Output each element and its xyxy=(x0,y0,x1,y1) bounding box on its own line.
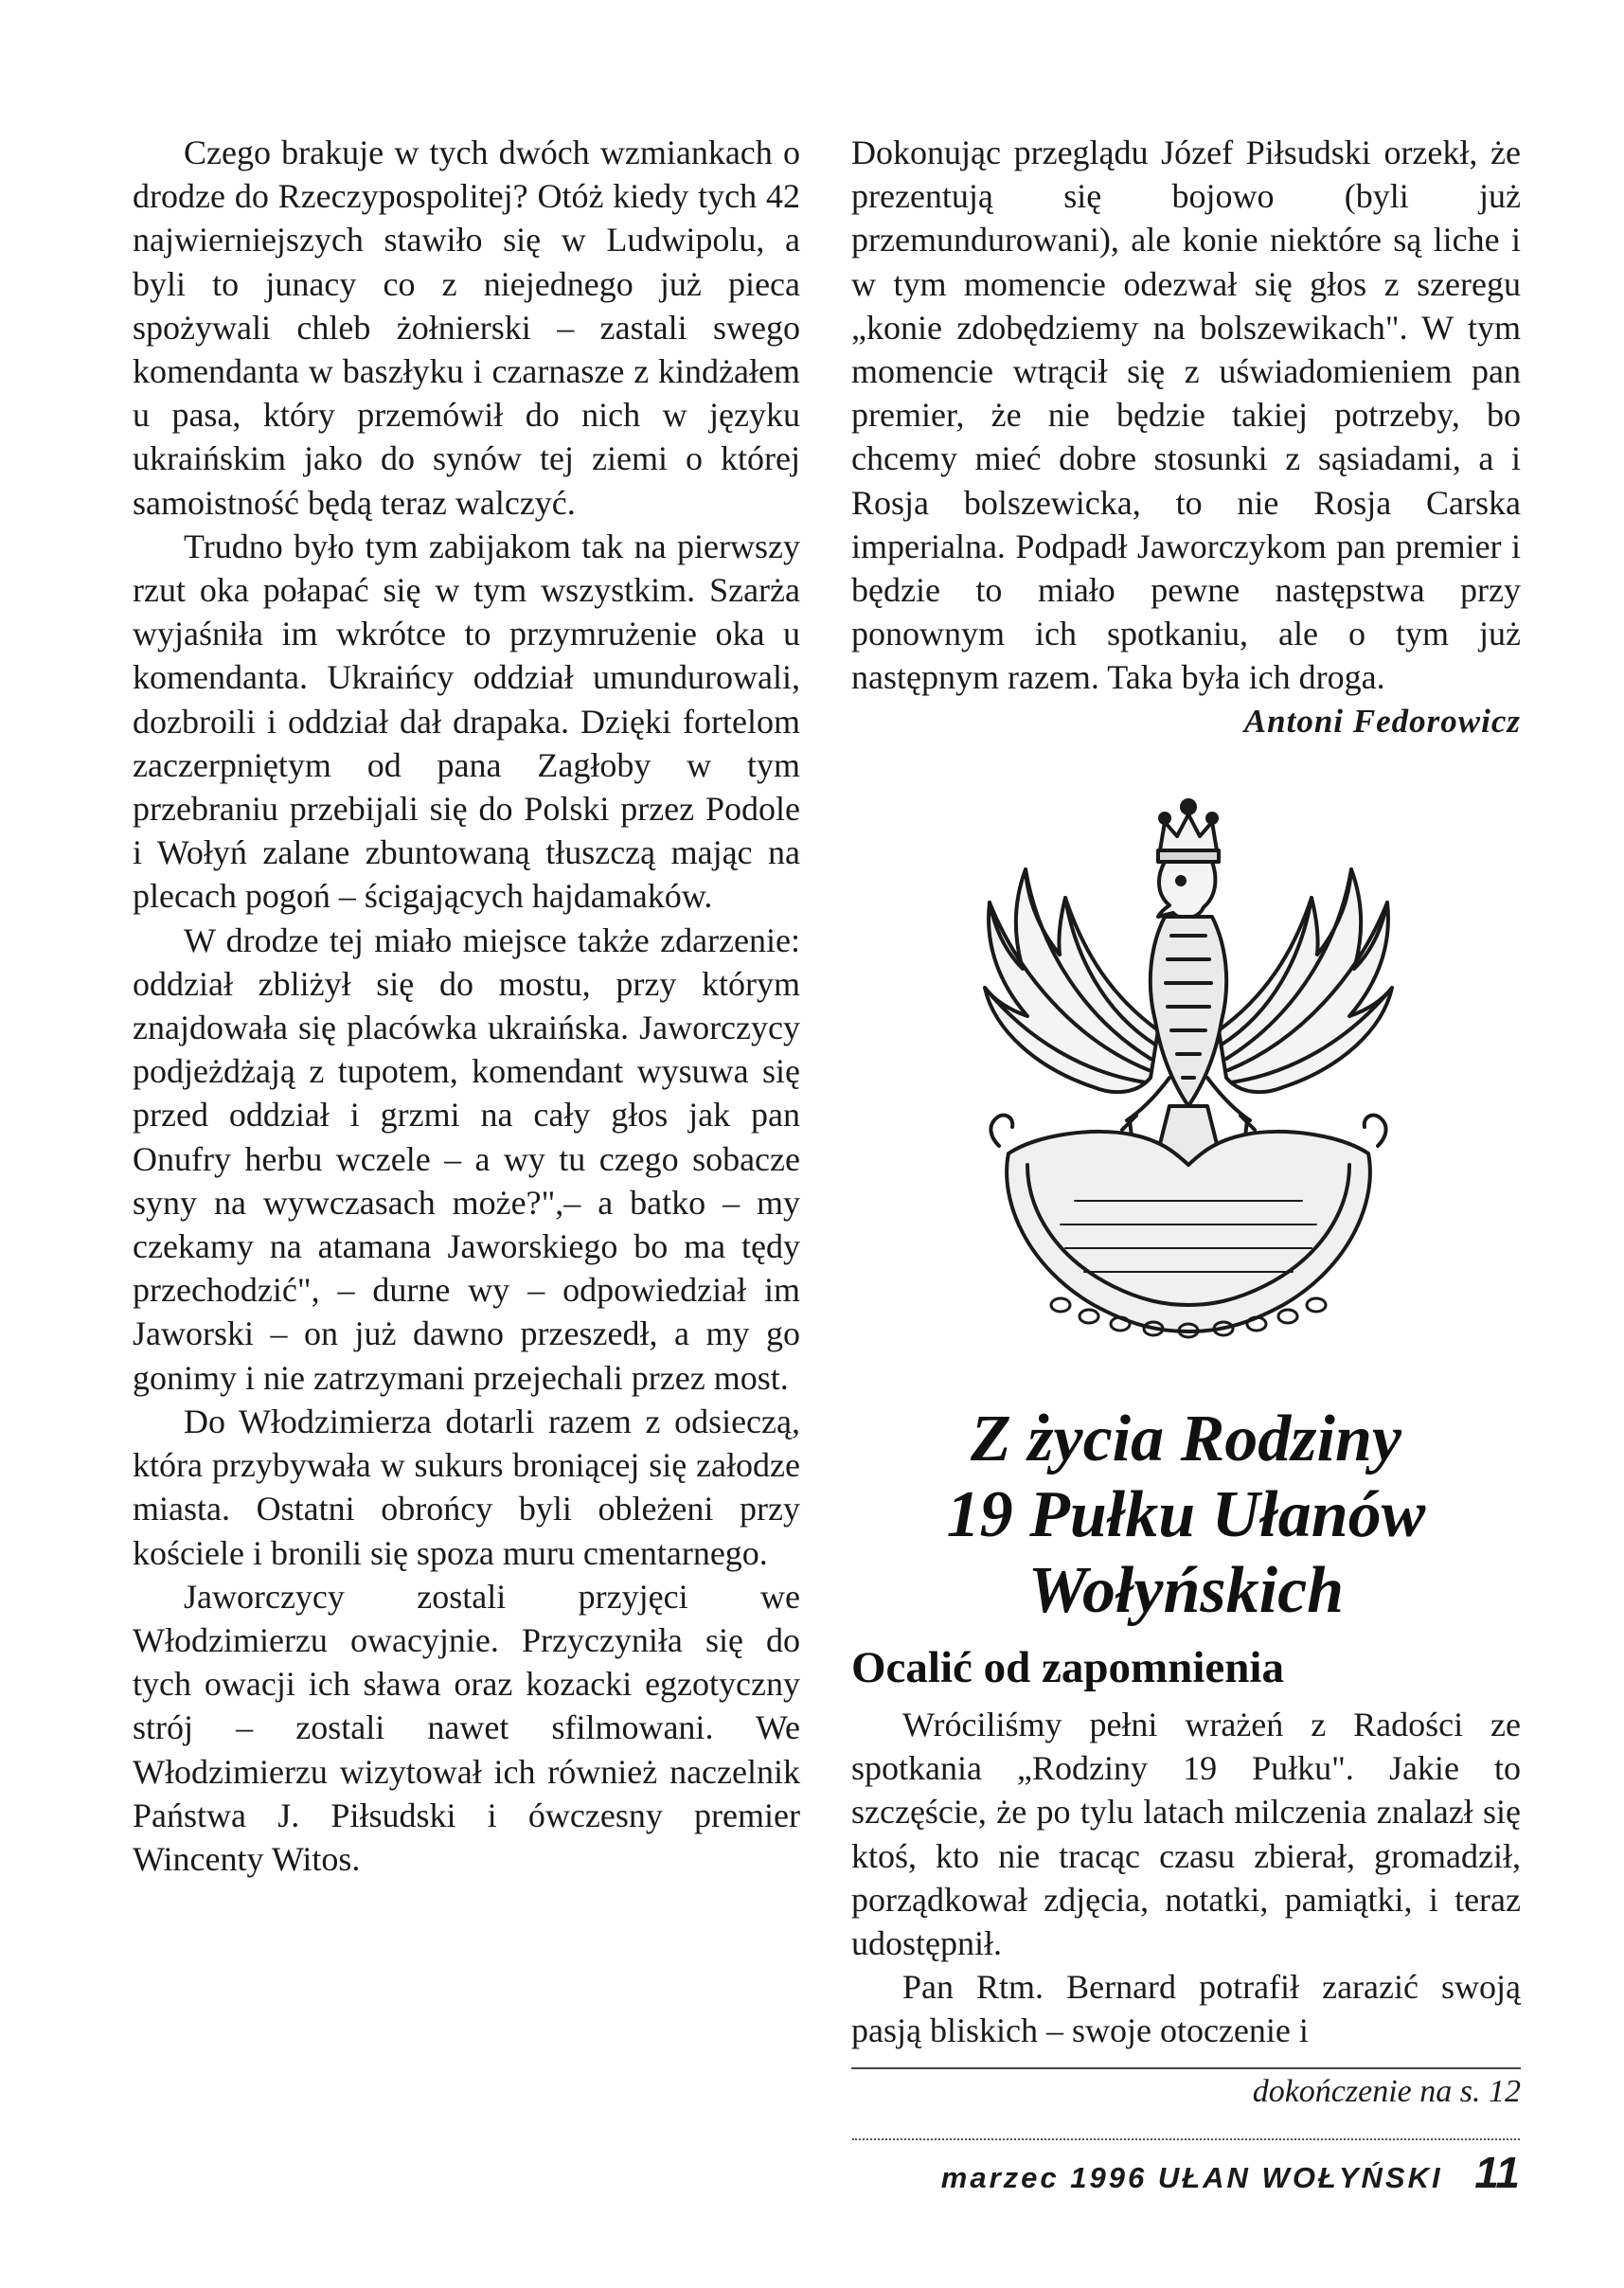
left-paragraph-4: Do Włodzimierza dotarli razem z odsieczą, która przybywała w sukurs broniącej się załodze miasta. Ostatni obrońcy byli obleżeni przy kościele i bronili się spoza muru cmentarnego. xyxy=(133,1402,800,1572)
section-paragraph-1: Wróciliśmy pełni wrażeń z Radości ze spotkania „Rodziny 19 Pułku". Jakie to szczęście, że po tylu latach milczenia znalazł się ktoś, kto nie tracąc czasu zbierał, gromadził, porządkował zdjęcia, notatki, pamiątki, i teraz udostępnił. xyxy=(851,1706,1521,1963)
footer-issue: marzec 1996 xyxy=(940,2161,1148,2194)
polish-eagle-emblem-icon xyxy=(971,794,1406,1343)
page-number: 11 xyxy=(1474,2148,1520,2197)
footer-divider xyxy=(852,2138,1520,2140)
section-title xyxy=(851,1402,1521,1629)
left-column xyxy=(133,131,800,1881)
right-paragraph-1: Dokonując przeglądu Józef Piłsudski orzekł, że prezentują się bojowo (byli już przemundurowani), ale konie niektóre są liche i w tym momencie odezwał się głos z szeregu „konie zdobędziemy na bolszewikach". W tym momencie wtrącił się z uświadomieniem pan premier, że nie będzie takiej potrzeby, bo chcemy mieć dobre stosunki z sąsiadami, a i Rosja bolszewicka, to nie Rosja Carska imperialna. Podpadł Jaworczykom pan premier i będzie to miało pewne następstwa przy ponownym ich spotkaniu, ale o tym już następnym razem. Taka była ich droga. xyxy=(851,134,1521,697)
left-paragraph-1: Czego brakuje w tych dwóch wzmiankach o drodze do Rzeczypospolitej? Otóż kiedy tych 42 najwierniejszych stawiło się w Ludwipolu, a byli to junacy co z niejednego już pieca spożywali chleb żołnierski – zastali swego komendanta w baszłyku i czarnasze z kindżałem u pasa, który przemówił do nich w języku ukraińskim jako do synów tej ziemi o której samoistność będą teraz walczyć. xyxy=(133,134,800,522)
article-subheading: Ocalić od zapomnienia xyxy=(851,1643,1284,1692)
right-column xyxy=(851,131,1521,743)
left-paragraph-2: Trudno było tym zabijakom tak na pierwszy rzut oka połapać się w tym wszystkim. Szarża wyjaśniła im wkrótce to przymrużenie oka u komendanta. Ukraińcy oddział umundurowali, dozbroili i oddział dał drapaka. Dzięki fortelom zaczerpniętym od pana Zagłoby w tym przebraniu przebijali się do Polski przez Podole i Wołyń zalane zbuntowaną tłuszczą mając na plecach pogoń – ścigających hajdamaków. xyxy=(133,527,800,916)
author-signature: Antoni Fedorowicz xyxy=(1243,702,1521,740)
section-paragraph-2: Pan Rtm. Bernard potrafił zarazić swoją pasją bliskich – swoje otoczenie i xyxy=(851,1968,1521,2050)
page-footer xyxy=(852,2148,1520,2203)
continued-note: dokończenie na s. 12 xyxy=(851,2067,1521,2113)
section-title-line-3: Wołyńskich xyxy=(1027,1554,1345,1627)
left-paragraph-5: Jaworczycy zostali przyjęci we Włodzimierzu owacyjnie. Przyczyniła się do tych owacji ich sława oraz kozacki egzotyczny strój – zostali nawet sfilmowani. We Włodzimierzu wizytował ich również naczelnik Państwa J. Piłsudski i ówczesny premier Wincenty Witos. xyxy=(133,1577,800,1878)
left-paragraph-3: W drodze tej miało miejsce także zdarzenie: oddział zbliżył się do mostu, przy którym znajdowała się placówka ukraińska. Jaworczycy podjeżdżają z tupotem, komendant wysuwa się przed oddział i grzmi na cały głos jak pan Onufry herbu wczele – a wy tu czego sobacze syny na wywczasach może?",– a batko – my czekamy na atamana Jaworskiego bo ma tędy przechodzić", – durne wy – odpowiedział im Jaworski – on już dawno przeszedł, a my go gonimy i nie zatrzymani przejechali przez most. xyxy=(133,921,800,1397)
section-body xyxy=(851,1703,1521,2053)
footer-magazine: UŁAN WOŁYŃSKI xyxy=(1157,2161,1443,2194)
section-title-line-2: 19 Pułku Ułanów xyxy=(946,1478,1426,1551)
section-title-line-1: Z życia Rodziny xyxy=(971,1403,1401,1475)
